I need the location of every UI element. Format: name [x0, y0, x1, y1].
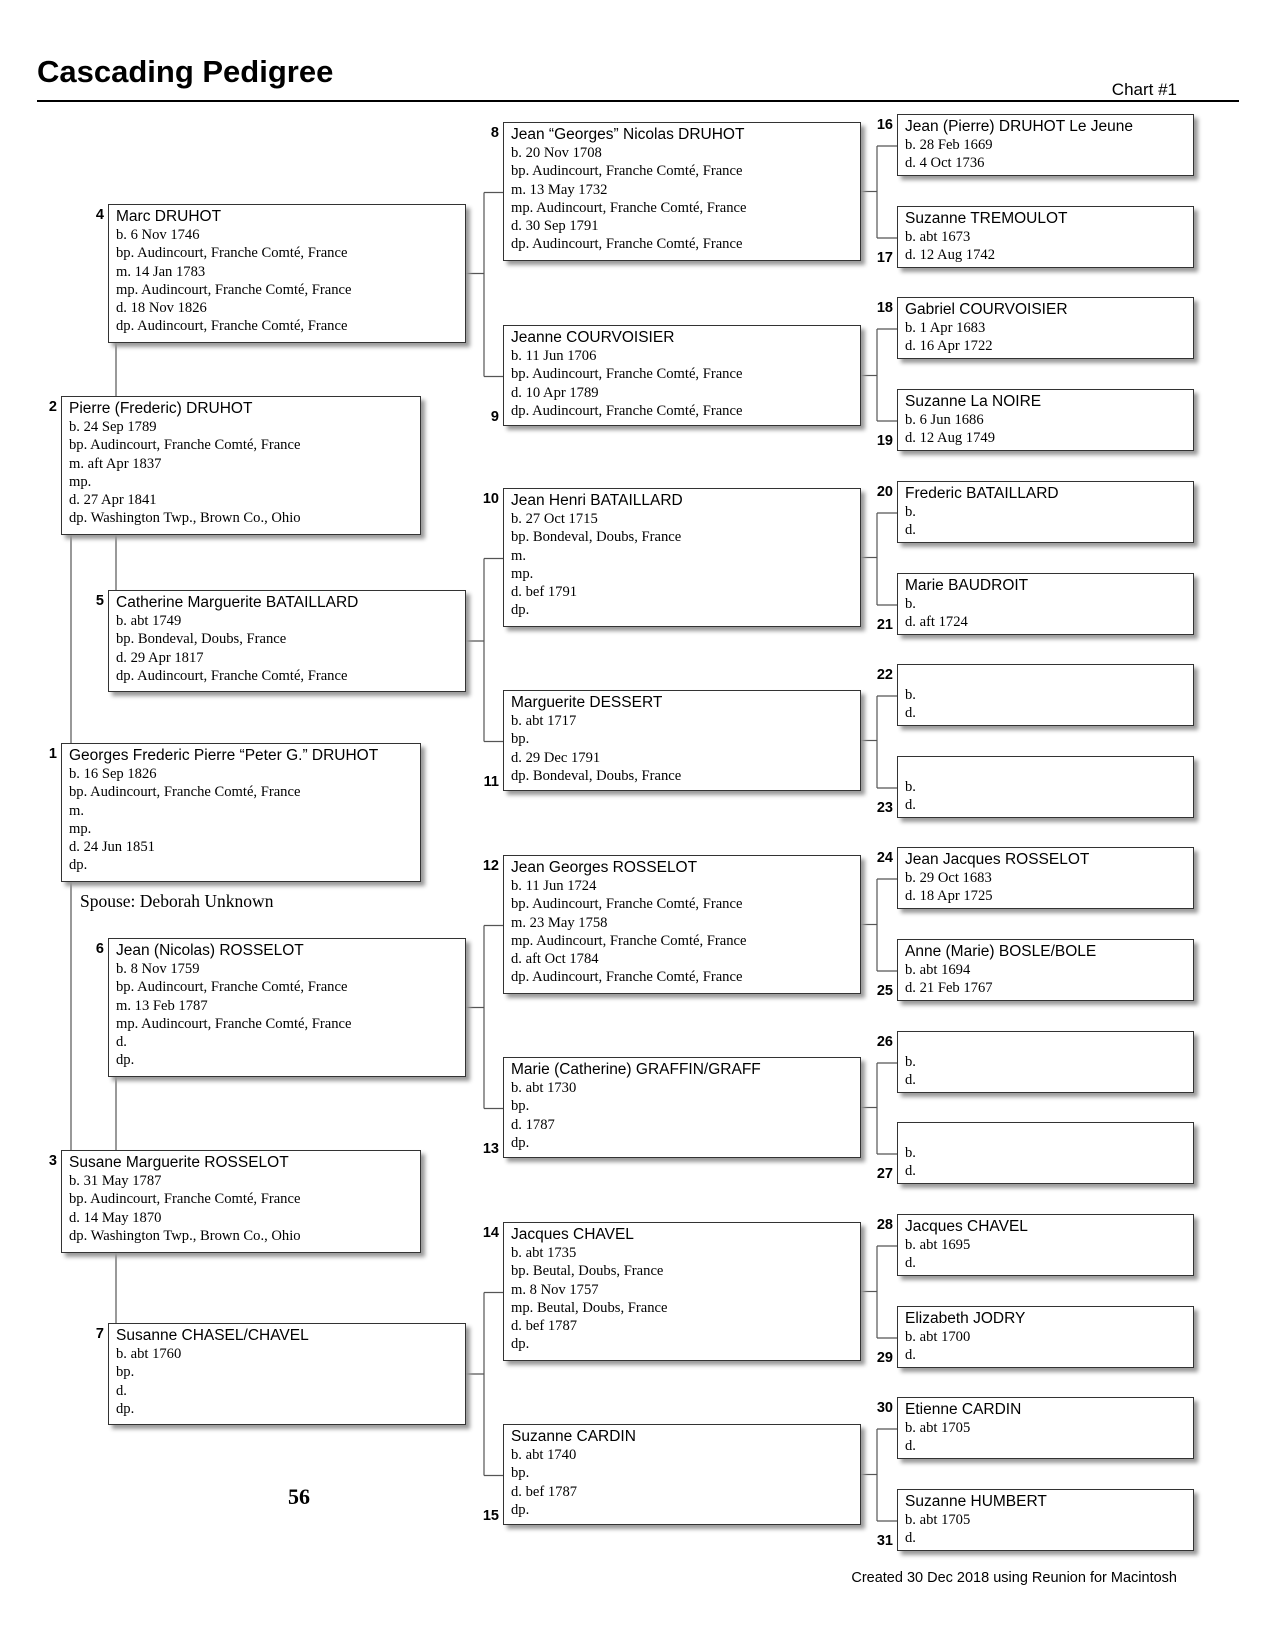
person-name: Suzanne TREMOULOT: [905, 210, 1068, 227]
person-name: Anne (Marie) BOSLE/BOLE: [905, 943, 1097, 960]
person-box-24: [897, 847, 1194, 909]
person-detail-line: b. abt 1694: [905, 962, 971, 978]
person-number-8: 8: [490, 125, 499, 141]
person-detail-line: b.: [905, 1054, 916, 1070]
person-number-20: 20: [876, 484, 893, 500]
person-detail-line: b. abt 1749: [116, 613, 182, 629]
person-detail-line: m. 13 May 1732: [511, 181, 608, 198]
chart-number: Chart #1: [1111, 80, 1177, 99]
person-detail-line: dp.: [511, 1501, 530, 1518]
person-box-19: [897, 389, 1194, 451]
person-detail-line: d.: [116, 1034, 127, 1051]
person-detail-line: b. 31 May 1787: [69, 1173, 162, 1189]
person-number-19: 19: [876, 433, 893, 449]
person-number-6: 6: [95, 941, 104, 957]
person-box-27: [897, 1122, 1194, 1184]
person-detail-line: d. 12 Aug 1749: [905, 430, 995, 447]
page-title: Cascading Pedigree: [37, 54, 334, 89]
person-detail-line: b. 28 Feb 1669: [905, 137, 993, 153]
person-detail-line: d. 21 Feb 1767: [905, 980, 993, 997]
person-detail-line: bp.: [511, 731, 530, 748]
person-number-25: 25: [876, 983, 893, 999]
person-number-3: 3: [48, 1153, 57, 1169]
person-detail-line: dp. Audincourt, Franche Comté, France: [511, 402, 743, 419]
person-name: Jean Jacques ROSSELOT: [905, 851, 1090, 868]
person-name: Catherine Marguerite BATAILLARD: [116, 594, 359, 611]
person-number-9: 9: [490, 409, 499, 425]
person-name: Frederic BATAILLARD: [905, 485, 1059, 502]
person-box-3: [61, 1150, 421, 1253]
person-detail-line: bp.: [511, 1098, 530, 1115]
person-detail-line: d. bef 1787: [511, 1483, 578, 1500]
person-box-25: [897, 939, 1194, 1001]
person-name: [905, 759, 1186, 778]
person-detail-line: mp. Audincourt, Franche Comté, France: [511, 932, 747, 949]
person-detail-line: d. 29 Dec 1791: [511, 749, 601, 766]
person-box-20: [897, 481, 1194, 543]
person-detail-line: d.: [905, 705, 916, 722]
person-number-30: 30: [876, 1400, 893, 1416]
person-box-13: [503, 1057, 861, 1158]
person-box-21: [897, 573, 1194, 635]
person-box-14: [503, 1222, 861, 1361]
person-name: [905, 1034, 1186, 1053]
person-name: Jean “Georges” Nicolas DRUHOT: [511, 126, 745, 143]
person-detail-line: bp. Audincourt, Franche Comté, France: [511, 896, 743, 913]
person-box-12: [503, 855, 861, 994]
person-name: Georges Frederic Pierre “Peter G.” DRUHOT: [69, 747, 379, 764]
person-detail-line: d. 24 Jun 1851: [69, 839, 155, 856]
person-detail-line: b. 16 Sep 1826: [69, 766, 157, 782]
person-detail-line: mp. Beutal, Doubs, France: [511, 1299, 668, 1316]
person-detail-line: d. 12 Aug 1742: [905, 247, 995, 264]
person-detail-line: b. 6 Nov 1746: [116, 227, 200, 243]
person-detail-line: m.: [69, 802, 84, 819]
person-detail-line: bp. Audincourt, Franche Comté, France: [69, 1191, 301, 1208]
person-box-30: [897, 1397, 1194, 1459]
person-detail-line: d. 14 May 1870: [69, 1209, 162, 1226]
person-name: Marie BAUDROIT: [905, 577, 1029, 594]
person-detail-line: mp.: [511, 565, 534, 582]
person-detail-line: b. abt 1705: [905, 1512, 971, 1528]
person-number-17: 17: [876, 250, 893, 266]
person-detail-line: m. 23 May 1758: [511, 914, 608, 931]
person-box-29: [897, 1306, 1194, 1368]
person-detail-line: bp. Bondeval, Doubs, France: [511, 529, 682, 546]
person-box-26: [897, 1031, 1194, 1093]
person-detail-line: bp. Audincourt, Franche Comté, France: [511, 366, 743, 383]
person-detail-line: b. 24 Sep 1789: [69, 419, 157, 435]
page-number: 56: [288, 1484, 310, 1509]
person-detail-line: m. 8 Nov 1757: [511, 1281, 599, 1298]
person-number-27: 27: [876, 1166, 893, 1182]
person-detail-line: m. 14 Jan 1783: [116, 263, 206, 280]
person-detail-line: b.: [905, 687, 916, 703]
person-detail-line: d.: [905, 1530, 916, 1547]
person-detail-line: b. 29 Oct 1683: [905, 870, 992, 886]
person-name: Jacques CHAVEL: [905, 1218, 1028, 1235]
person-detail-line: bp.: [116, 1364, 135, 1381]
person-box-10: [503, 488, 861, 627]
person-detail-line: b. abt 1705: [905, 1420, 971, 1436]
person-name: Elizabeth JODRY: [905, 1310, 1026, 1327]
person-detail-line: bp. Audincourt, Franche Comté, France: [511, 163, 743, 180]
person-detail-line: mp. Audincourt, Franche Comté, France: [511, 199, 747, 216]
person-detail-line: m.: [511, 547, 526, 564]
person-name: Jacques CHAVEL: [511, 1226, 634, 1243]
person-detail-line: b. 20 Nov 1708: [511, 145, 602, 161]
person-box-5: [108, 590, 466, 692]
person-box-6: [108, 938, 466, 1077]
person-number-22: 22: [876, 667, 893, 683]
person-name: Jean Henri BATAILLARD: [511, 492, 683, 509]
person-number-15: 15: [482, 1508, 499, 1524]
person-detail-line: b. 1 Apr 1683: [905, 320, 986, 336]
person-detail-line: b. abt 1740: [511, 1447, 577, 1463]
person-number-26: 26: [876, 1034, 893, 1050]
person-name: Suzanne HUMBERT: [905, 1493, 1047, 1510]
person-name: Jean Georges ROSSELOT: [511, 859, 698, 876]
person-box-23: [897, 756, 1194, 818]
person-number-29: 29: [876, 1350, 893, 1366]
person-number-7: 7: [95, 1326, 104, 1342]
person-detail-line: m. aft Apr 1837: [69, 455, 162, 472]
person-detail-line: b. abt 1673: [905, 229, 971, 245]
person-detail-line: d. 27 Apr 1841: [69, 492, 157, 509]
person-detail-line: d.: [116, 1382, 127, 1399]
person-detail-line: dp.: [116, 1052, 135, 1069]
person-detail-line: b.: [905, 779, 916, 795]
person-detail-line: bp.: [511, 1465, 530, 1482]
person-detail-line: b. abt 1760: [116, 1346, 182, 1362]
person-box-2: [61, 396, 421, 535]
person-box-4: [108, 204, 466, 343]
person-number-1: 1: [48, 746, 57, 762]
person-name: Etienne CARDIN: [905, 1401, 1022, 1418]
person-detail-line: b.: [905, 596, 916, 612]
person-number-5: 5: [95, 593, 104, 609]
person-number-23: 23: [876, 800, 893, 816]
person-detail-line: d. bef 1791: [511, 584, 578, 601]
person-detail-line: dp.: [511, 1336, 530, 1353]
person-detail-line: d. 4 Oct 1736: [905, 155, 985, 172]
person-detail-line: b.: [905, 504, 916, 520]
person-number-12: 12: [482, 858, 499, 874]
person-name: Marguerite DESSERT: [511, 694, 663, 711]
person-number-4: 4: [95, 207, 104, 223]
person-number-14: 14: [482, 1225, 499, 1241]
person-detail-line: dp. Bondeval, Doubs, France: [511, 767, 682, 784]
person-box-31: [897, 1489, 1194, 1551]
person-detail-line: d. 18 Apr 1725: [905, 888, 993, 905]
person-detail-line: mp.: [69, 820, 92, 837]
person-detail-line: b. 27 Oct 1715: [511, 511, 598, 527]
person-box-17: [897, 206, 1194, 268]
person-number-16: 16: [876, 117, 893, 133]
person-detail-line: dp.: [116, 1400, 135, 1417]
person-box-8: [503, 122, 861, 261]
person-detail-line: d. 10 Apr 1789: [511, 384, 599, 401]
person-detail-line: b. abt 1735: [511, 1245, 577, 1261]
person-detail-line: d. aft 1724: [905, 614, 968, 631]
person-detail-line: dp. Washington Twp., Brown Co., Ohio: [69, 510, 301, 527]
person-box-15: [503, 1424, 861, 1525]
person-detail-line: d. aft Oct 1784: [511, 951, 599, 968]
person-name: Pierre (Frederic) DRUHOT: [69, 400, 253, 417]
person-detail-line: mp. Audincourt, Franche Comté, France: [116, 281, 352, 298]
created-footer: Created 30 Dec 2018 using Reunion for Macintosh: [851, 1570, 1177, 1586]
person-detail-line: b. 8 Nov 1759: [116, 961, 200, 977]
person-box-16: [897, 114, 1194, 176]
person-name: Susane Marguerite ROSSELOT: [69, 1154, 289, 1171]
person-detail-line: bp. Audincourt, Franche Comté, France: [69, 784, 301, 801]
person-detail-line: d. 30 Sep 1791: [511, 218, 599, 235]
person-number-10: 10: [482, 491, 499, 507]
person-detail-line: b.: [905, 1145, 916, 1161]
person-detail-line: dp.: [511, 1134, 530, 1151]
person-detail-line: d.: [905, 522, 916, 539]
person-name: Marc DRUHOT: [116, 208, 222, 225]
person-number-21: 21: [876, 617, 893, 633]
person-detail-line: b. 11 Jun 1706: [511, 348, 597, 364]
person-detail-line: dp. Audincourt, Franche Comté, France: [116, 667, 348, 684]
person-detail-line: d. bef 1787: [511, 1318, 578, 1335]
person-detail-line: d. 18 Nov 1826: [116, 300, 207, 317]
person-detail-line: bp. Beutal, Doubs, France: [511, 1263, 664, 1280]
person-detail-line: bp. Audincourt, Franche Comté, France: [116, 979, 348, 996]
person-detail-line: d.: [905, 797, 916, 814]
person-name: Gabriel COURVOISIER: [905, 301, 1068, 318]
person-box-22: [897, 664, 1194, 726]
person-detail-line: mp.: [69, 473, 92, 490]
person-detail-line: mp. Audincourt, Franche Comté, France: [116, 1015, 352, 1032]
person-detail-line: dp. Audincourt, Franche Comté, France: [116, 318, 348, 335]
person-detail-line: d.: [905, 1163, 916, 1180]
person-name: Jean (Pierre) DRUHOT Le Jeune: [905, 118, 1133, 135]
person-name: Marie (Catherine) GRAFFIN/GRAFF: [511, 1061, 761, 1078]
person-detail-line: d.: [905, 1072, 916, 1089]
person-detail-line: d.: [905, 1438, 916, 1455]
person-detail-line: bp. Bondeval, Doubs, France: [116, 631, 287, 648]
person-detail-line: d.: [905, 1347, 916, 1364]
person-detail-line: dp. Washington Twp., Brown Co., Ohio: [69, 1227, 301, 1244]
person-name: Jeanne COURVOISIER: [511, 329, 675, 346]
person-box-28: [897, 1214, 1194, 1276]
person-box-9: [503, 325, 861, 426]
person-box-7: [108, 1323, 466, 1425]
person-number-11: 11: [483, 774, 499, 790]
person-name: Jean (Nicolas) ROSSELOT: [116, 942, 304, 959]
person-number-2: 2: [48, 399, 57, 415]
person-detail-line: b. 11 Jun 1724: [511, 878, 597, 894]
person-detail-line: dp.: [69, 857, 88, 874]
person-detail-line: bp. Audincourt, Franche Comté, France: [116, 245, 348, 262]
person-detail-line: b. abt 1717: [511, 713, 577, 729]
person-number-18: 18: [876, 300, 893, 316]
person-box-18: [897, 297, 1194, 359]
person-number-24: 24: [876, 850, 893, 866]
person-name: Suzanne La NOIRE: [905, 393, 1042, 410]
person-detail-line: dp. Audincourt, Franche Comté, France: [511, 236, 743, 253]
person-name: Susanne CHASEL/CHAVEL: [116, 1327, 309, 1344]
person-number-28: 28: [876, 1217, 893, 1233]
person-detail-line: d. 16 Apr 1722: [905, 338, 993, 355]
person-detail-line: b. 6 Jun 1686: [905, 412, 984, 428]
person-number-13: 13: [482, 1141, 499, 1157]
person-name: Suzanne CARDIN: [511, 1428, 636, 1445]
person-name: [905, 667, 1186, 686]
person-number-31: 31: [876, 1533, 893, 1549]
person-detail-line: dp. Audincourt, Franche Comté, France: [511, 969, 743, 986]
person-name: [905, 1125, 1186, 1144]
person-box-1: [61, 743, 421, 882]
spouse-note: Spouse: Deborah Unknown: [80, 891, 274, 911]
person-detail-line: b. abt 1700: [905, 1329, 971, 1345]
person-detail-line: bp. Audincourt, Franche Comté, France: [69, 437, 301, 454]
person-detail-line: d. 1787: [511, 1116, 555, 1133]
person-detail-line: d.: [905, 1255, 916, 1272]
person-detail-line: dp.: [511, 602, 530, 619]
person-box-11: [503, 690, 861, 791]
person-detail-line: b. abt 1730: [511, 1080, 577, 1096]
person-detail-line: d. 29 Apr 1817: [116, 649, 204, 666]
person-detail-line: b. abt 1695: [905, 1237, 971, 1253]
person-detail-line: m. 13 Feb 1787: [116, 997, 208, 1014]
